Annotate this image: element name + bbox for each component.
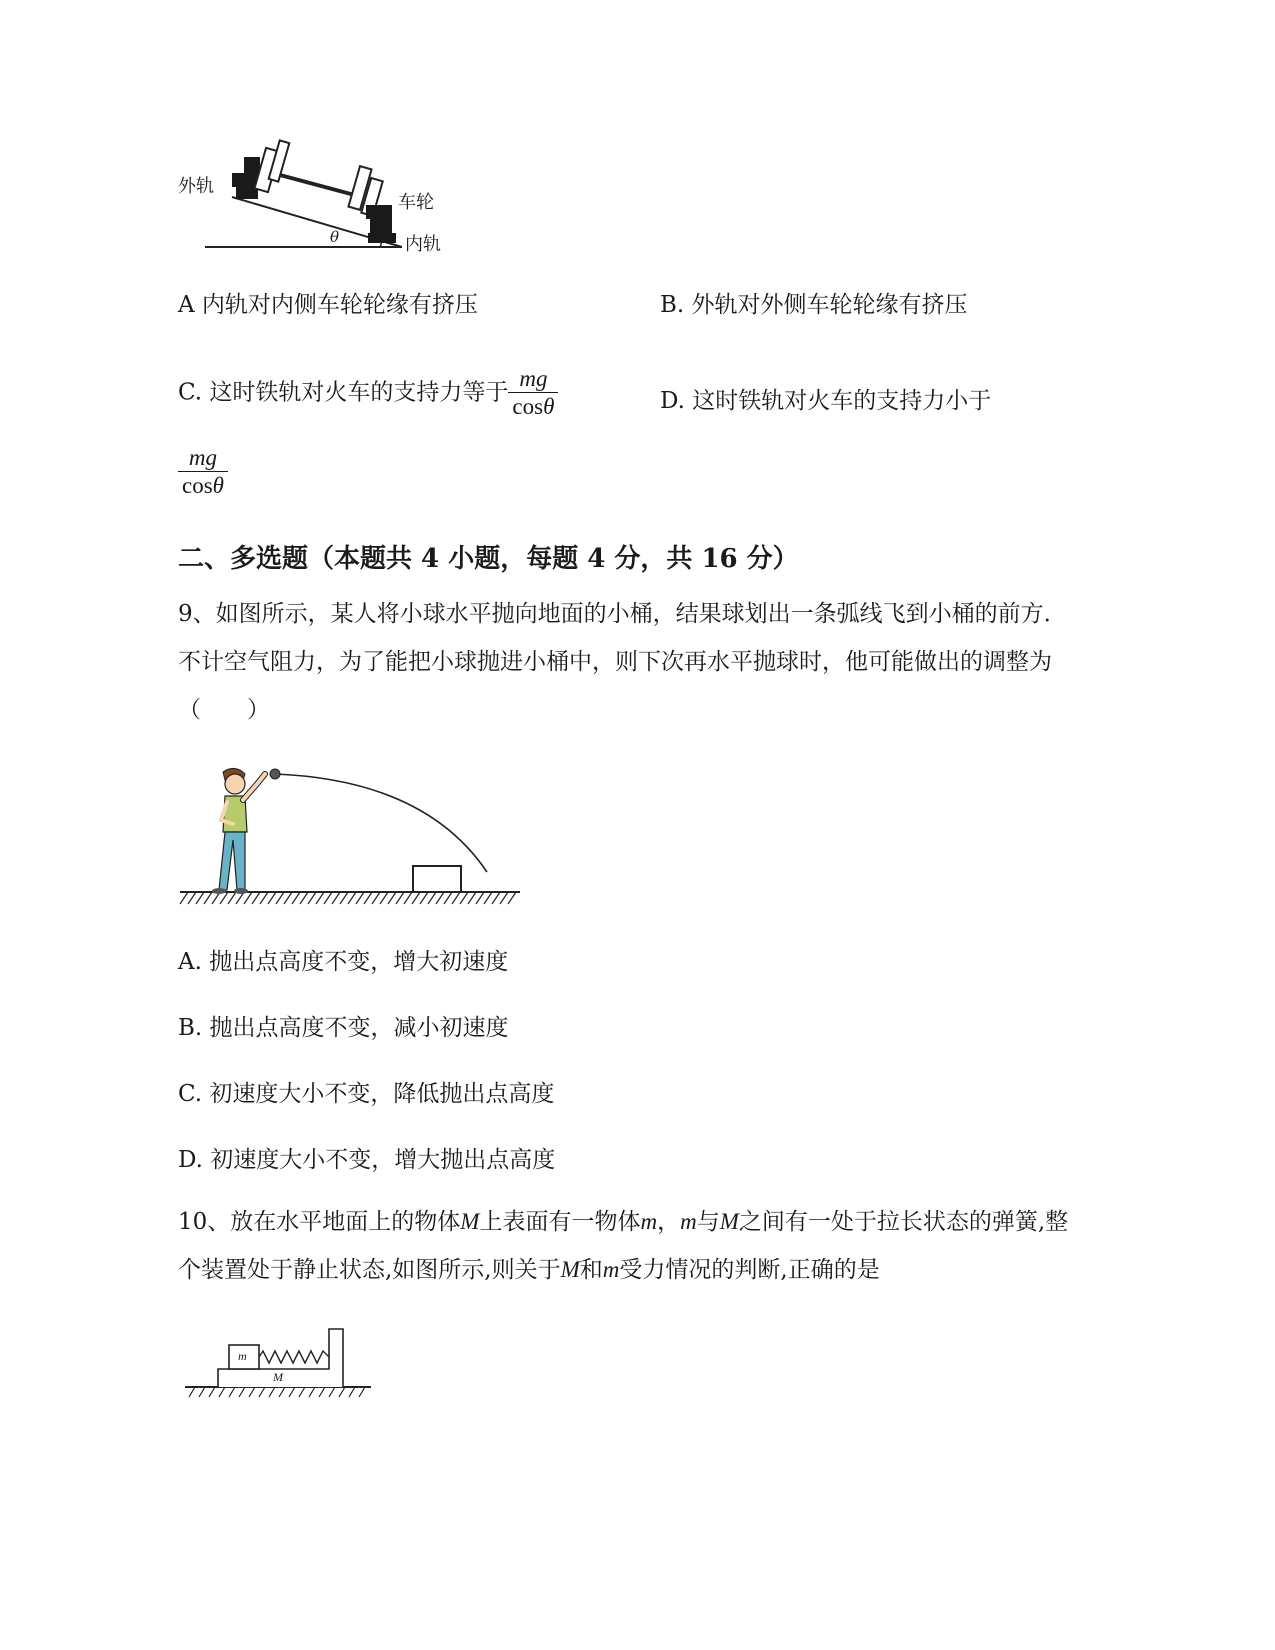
- ground-hatching-2: [189, 1387, 365, 1397]
- trajectory: [275, 774, 487, 872]
- ground-hatching: [180, 892, 516, 904]
- q8-option-b: B. 外轨对外侧车轮轮缘有挤压: [660, 292, 968, 318]
- ball: [270, 769, 280, 779]
- q8-option-d: D. 这时铁轨对火车的支持力小于: [660, 388, 992, 414]
- question-10-stem: 10、放在水平地面上的物体M上表面有一物体m，m与M之间有一处于拉长状态的弹簧,整个装置处于静止状态,如图所示,则关于M和m受力情况的判断,正确的是: [178, 1209, 1069, 1283]
- inner-rail-label: 内轨: [405, 234, 441, 255]
- fraction-denominator: cosθ: [512, 394, 555, 419]
- q9-option-a: A. 抛出点高度不变，增大初速度: [178, 949, 509, 975]
- question-9-stem: 9、如图所示，某人将小球水平抛向地面的小桶，结果球划出一条弧线飞到小桶的前方．不计空气阻力，为了能把小球抛进小桶中，则下次再水平抛球时，他可能做出的调整为 （ ）: [178, 601, 1075, 723]
- person: [212, 768, 265, 894]
- q8-option-d-fraction: $\frac{mg}{\cos\theta}$: [178, 445, 228, 500]
- angle-label: θ: [330, 228, 340, 246]
- outer-rail-label: 外轨: [178, 176, 214, 197]
- bucket: [413, 866, 461, 892]
- fraction-mg-cos: [508, 366, 558, 421]
- fraction-numerator: mg: [508, 366, 558, 393]
- spring: [259, 1351, 329, 1363]
- q9-option-c: C. 初速度大小不变，降低抛出点高度: [178, 1081, 555, 1107]
- q9-option-b: B. 抛出点高度不变，减小初速度: [178, 1015, 509, 1041]
- projectile-figure: [175, 760, 525, 910]
- large-block-label: M: [273, 1370, 283, 1384]
- q9-option-d: D. 初速度大小不变，增大抛出点高度: [178, 1147, 556, 1173]
- spring-block-figure: [183, 1325, 378, 1405]
- q8-option-c: [178, 366, 558, 421]
- wheel-label: 车轮: [398, 192, 434, 213]
- section-heading: 二、多选题（本题共 4 小题，每题 4 分，共 16 分）: [178, 544, 799, 574]
- small-block-label: m: [238, 1349, 247, 1363]
- q8-option-a: A 内轨对内侧车轮轮缘有挤压: [178, 292, 478, 318]
- q8-option-c-text: C. 这时铁轨对火车的支持力等于: [178, 379, 509, 406]
